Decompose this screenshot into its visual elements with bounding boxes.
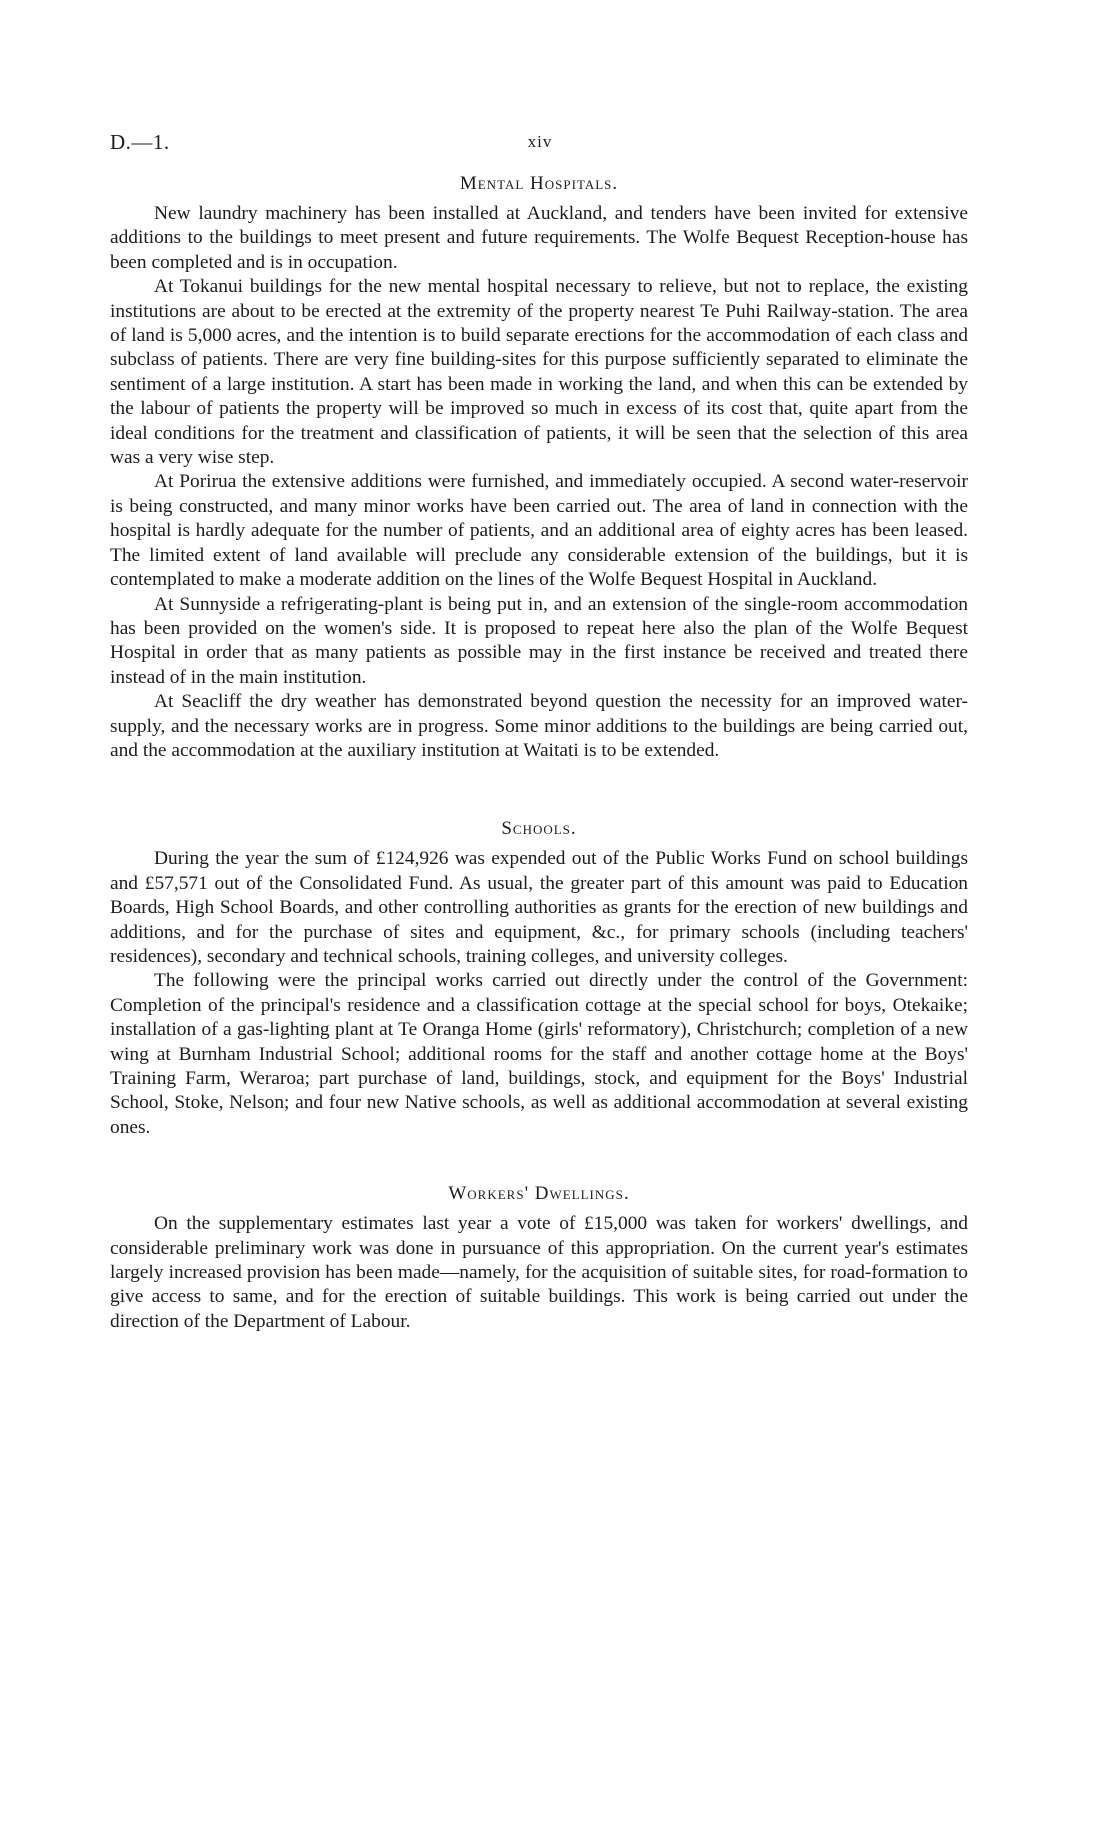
section-heading-schools: Schools. [501,818,577,840]
page-header [110,130,970,160]
section-spacer [110,763,968,817]
paragraph: During the year the sum of £124,926 was expended out of the Public Works Fund on school buildings and £57,571 out of the Consolidated Fund. As usual, the greater part of this amount was paid to Education Boards, High School Boards, and other controlling authorities as grants for the erection of new buildings and additions, and for the purchase of sites and equipment, &c., for primary schools (including teachers' residences), secondary and technical schools, training colleges, and university colleges. [110,848,968,967]
page-body [110,172,968,1334]
paragraph: New laundry machinery has been installed at Auckland, and tenders have been invited for extensive additions to the buildings to meet present and future requirements. The Wolfe Bequest Reception-house has been completed and is in occupation. [110,203,968,273]
section-heading-mental-hospitals: Mental Hospitals. [459,173,619,194]
section-heading-workers-dwellings: Workers' Dwellings. [448,1183,630,1205]
section-workers-dwellings [110,1182,968,1334]
section-schools [110,817,968,1140]
paragraph: At Seacliff the dry weather has demonstrated beyond question the necessity for an improved water-supply, and the necessary works are in progress. Some minor additions to the buildings are being carried out, and the accommodation at the auxiliary institution at Waitati is to be extended. [110,691,968,761]
paragraph: The following were the principal works carried out directly under the control of the Government: Completion of the principal's residence and a classification cottage at the special school for boys, Otekaike; installation of a gas-lighting plant at Te Oranga Home (girls' reformatory), Christchurch; completion of a new wing at Burnham Industrial School; additional rooms for the staff and another cottage home at the Boys' Training Farm, Weraroa; part purchase of land, buildings, stock, and equipment for the Boys' Industrial School, Stoke, Nelson; and four new Native schools, as well as additional accommodation at several existing ones. [110,970,968,1138]
page-number: xiv [527,132,553,151]
paragraph: At Tokanui buildings for the new mental hospital necessary to relieve, but not to replace, the existing institutions are about to be erected at the extremity of the property nearest Te Puhi Railway-station. The area of land is 5,000 acres, and the intention is to build separate erections for the accommodation of each class and subclass of patients. There are very fine building-sites for this purpose sufficiently separated to eliminate the sentiment of a large institution. A start has been made in working the land, and when this can be extended by the labour of patients the property will be improved so much in excess of its cost that, quite apart from the ideal conditions for the treatment and classification of patients, it will be seen that the selection of this area was a very wise step. [110,276,968,469]
paragraph: On the supplementary estimates last year a vote of £15,000 was taken for workers' dwellings, and considerable preliminary work was done in pursuance of this appropriation. On the current year's estimates largely increased provision has been made—namely, for the acquisition of suitable sites, for road-formation to give access to same, and for the erection of suitable buildings. This work is being carried out under the direction of the Department of Labour. [110,1213,968,1332]
paragraph: At Sunnyside a refrigerating-plant is being put in, and an extension of the single-room accommodation has been provided on the women's side. It is proposed to repeat here also the plan of the Wolfe Bequest Hospital in order that as many patients as possible may in the first instance be received and treated there instead of in the main institution. [110,593,968,688]
paragraph: At Porirua the extensive additions were furnished, and immediately occupied. A second water-reservoir is being constructed, and many minor works have been carried out. The area of land in connection with the hospital is hardly adequate for the number of patients, and an additional area of eighty acres has been leased. The limited extent of land available will preclude any considerable extension of the buildings, but it is contemplated to make a moderate addition on the lines of the Wolfe Bequest Hospital in Auckland. [110,471,968,591]
section-mental-hospitals [110,172,968,763]
document-reference: D.—1. [110,130,170,154]
section-spacer [110,1140,968,1182]
